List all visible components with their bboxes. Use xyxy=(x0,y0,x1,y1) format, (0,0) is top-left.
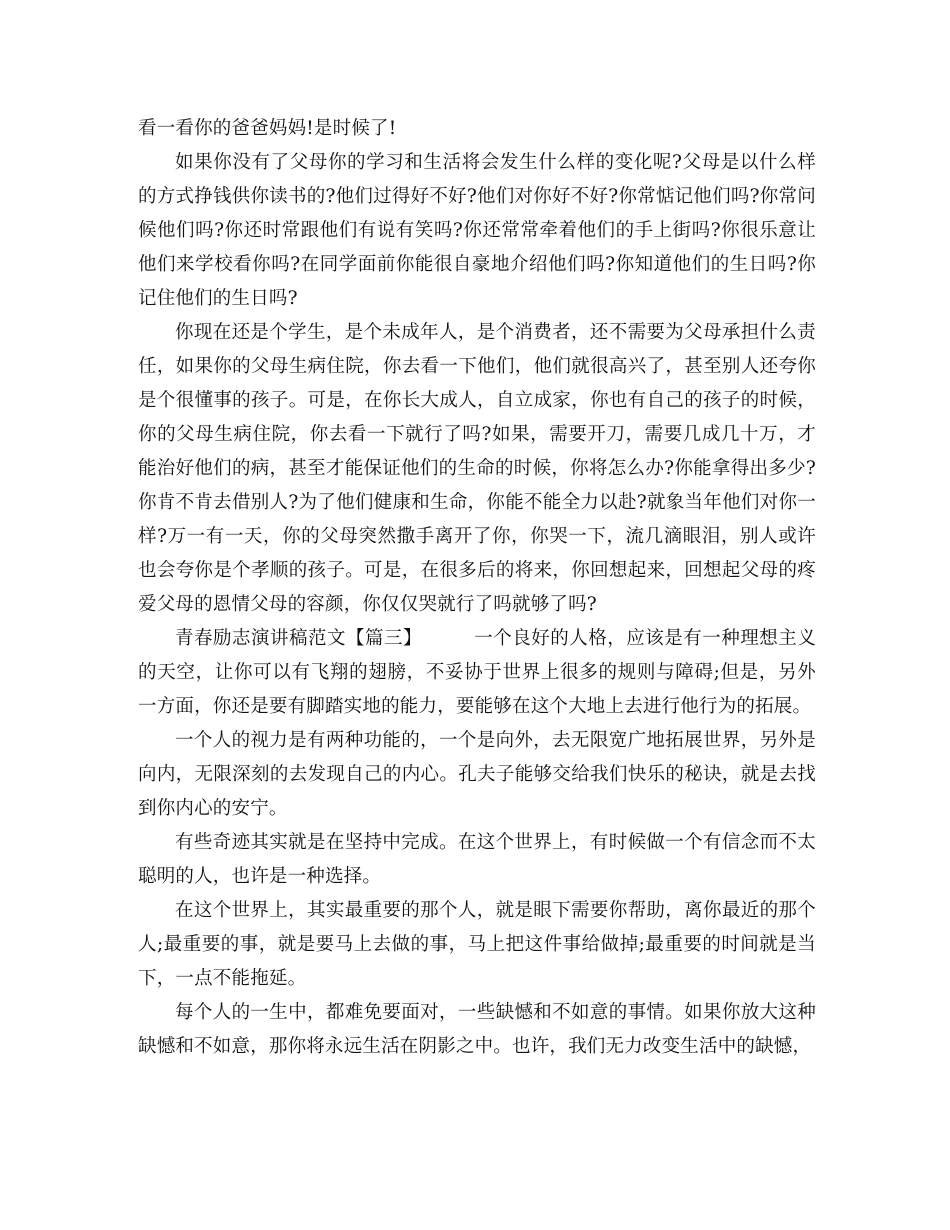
paragraph-2: 如果你没有了父母你的学习和生活将会发生什么样的变化呢?父母是以什么样的方式挣钱供你读书的?他们过得好不好?他们对你好不好?你常惦记他们吗?你常问候他们吗?你还时常跟他们有说有笑吗?你还常常牵着他们的手上街吗?你很乐意让他们来学校看你吗?在同学面前你能很自豪地介绍他们吗?你知道他们的生日吗?你记住他们的生日吗? xyxy=(138,152,816,309)
paragraph-3: 你现在还是个学生，是个未成年人，是个消费者，还不需要为父母承担什么责任，如果你的父母生病住院，你去看一下他们，他们就很高兴了，甚至别人还夸你是个很懂事的孩子。可是，在你长大成人，自立成家，你也有自己的孩子的时候，你的父母生病住院，你去看一下就行了吗?如果，需要开刀，需要几成几十万，才能治好他们的病，甚至才能保证他们的生命的时候，你将怎么办?你能拿得出多少?你肯不肯去借别人?为了他们健康和生命，你能不能全力以赴?就象当年他们对你一样?万一有一天，你的父母突然撒手离开了你，你哭一下，流几滴眼泪，别人或许也会夸你是个孝顺的孩子。可是，在很多后的将来，你回想起来，回想起父母的疼爱父母的恩情父母的容颜，你仅仅哭就行了吗就够了吗? xyxy=(138,322,816,615)
paragraph-7: 在这个世界上，其实最重要的那个人，就是眼下需要你帮助，离你最近的那个人;最重要的事，就是要马上去做的事，马上把这件事给做掉;最重要的时间就是当下，一点不能拖延。 xyxy=(138,900,816,989)
paragraph-6: 有些奇迹其实就是在坚持中完成。在这个世界上，有时候做一个有信念而不太聪明的人，也许是一种选择。 xyxy=(138,832,816,887)
paragraph-5: 一个人的视力是有两种功能的，一个是向外，去无限宽广地拓展世界，另外是向内，无限深刻的去发现自己的内心。孔夫子能够交给我们快乐的秘诀，就是去找到你内心的安宁。 xyxy=(138,730,816,819)
document-body xyxy=(138,112,816,1064)
paragraph-4 xyxy=(138,622,816,724)
paragraph-8: 每个人的一生中，都难免要面对，一些缺憾和不如意的事情。如果你放大这种缺憾和不如意，那你将永远生活在阴影之中。也许，我们无力改变生活中的缺憾， xyxy=(138,1002,816,1057)
paragraph-4-text: 一个良好的人格，应该是有一种理想主义的天空，让你可以有飞翔的翅膀，不妥协于世界上很多的规则与障碍;但是，另外一方面，你还是要有脚踏实地的能力，要能够在这个大地上去进行他行为的拓展。 xyxy=(138,628,816,717)
paragraph-1: 看一看你的爸爸妈妈!是时候了! xyxy=(138,118,397,139)
section-heading: 青春励志演讲稿范文【篇三】 xyxy=(175,628,422,649)
